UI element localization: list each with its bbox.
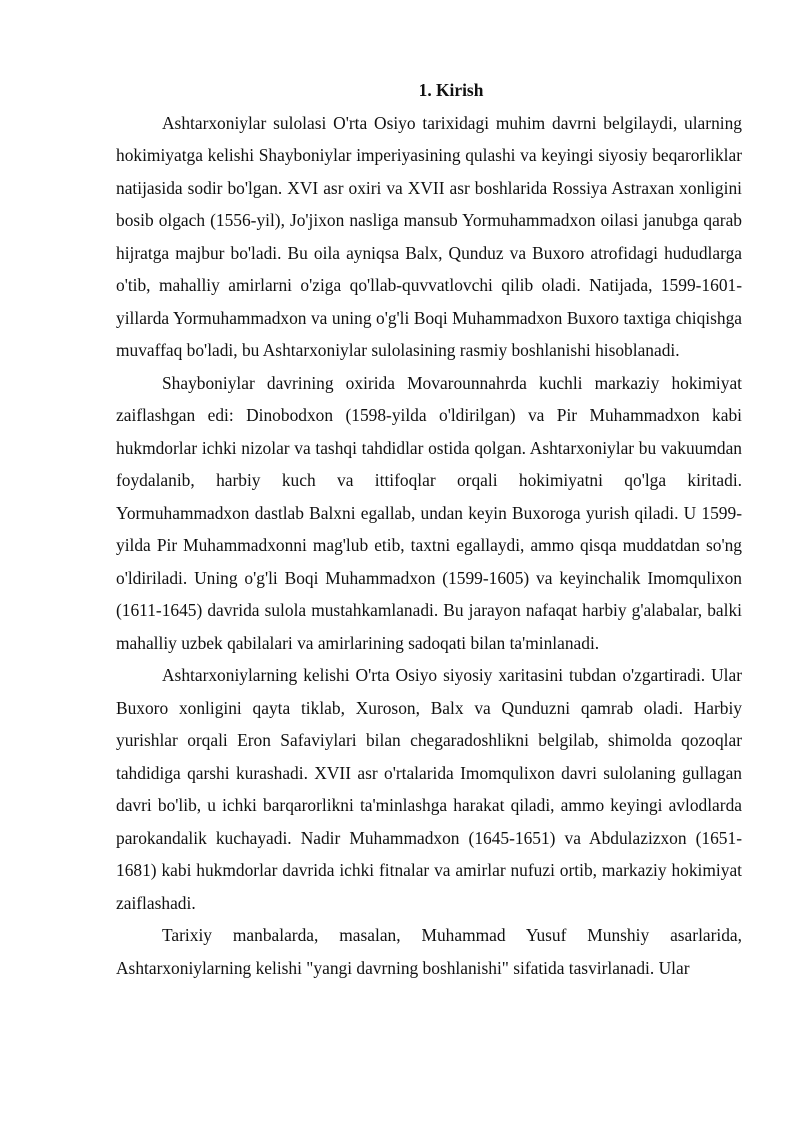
document-page: [116, 74, 742, 984]
paragraph-3: Ashtarxoniylarning kelishi O'rta Osiyo siyosiy xaritasini tubdan o'zgartiradi. Ular Buxoro xonligini qayta tiklab, Xuroson, Balx va Qunduzni qamrab oladi. Harbiy yurishlar orqali Eron Safaviylari bilan chegaradoshlikni belgilab, shimolda qozoqlar tahdidiga qarshi kurashadi. XVII asr o'rtalarida Imomqulixon davri sulolaning gullagan davri bo'lib, u ichki barqarorlikni ta'minlashga harakat qiladi, ammo keyingi avlodlarda parokandalik kuchayadi. Nadir Muhammadxon (1645-1651) va Abdulazizxon (1651-1681) kabi hukmdorlar davrida ichki fitnalar va amirlar nufuzi ortib, markaziy hokimiyat zaiflashadi.: [116, 665, 742, 913]
paragraph-4: Tarixiy manbalarda, masalan, Muhammad Yusuf Munshiy asarlarida, Ashtarxoniylarning kelishi "yangi davrning boshlanishi" sifatida tasvirlanadi. Ular: [116, 925, 742, 978]
paragraph-1: Ashtarxoniylar sulolasi O'rta Osiyo tarixidagi muhim davrni belgilaydi, ularning hokimiyatga kelishi Shayboniylar imperiyasining qulashi va keyingi siyosiy beqarorliklar natijasida sodir bo'lgan. XVI asr oxiri va XVII asr boshlarida Rossiya Astraxan xonligini bosib olgach (1556-yil), Jo'jixon nasliga mansub Yormuhammadxon oilasi janubga qarab hijratga majbur bo'ladi. Bu oila ayniqsa Balx, Qunduz va Buxoro atrofidagi hududlarga o'tib, mahalliy amirlarni o'ziga qo'llab-quvvatlovchi qilib oladi. Natijada, 1599-1601-yillarda Yormuhammadxon va uning o'g'li Boqi Muhammadxon Buxoro taxtiga chiqishga muvaffaq bo'ladi, bu Ashtarxoniylar sulolasining rasmiy boshlanishi hisoblanadi.: [116, 112, 742, 360]
paragraph-2: Shayboniylar davrining oxirida Movarounnahrda kuchli markaziy hokimiyat zaiflashgan edi: Dinobodxon (1598-yilda o'ldirilgan) va Pir Muhammadxon kabi hukmdorlar ichki nizolar va tashqi tahdidlar ostida qolgan. Ashtarxoniylar bu vakuumdan foydalanib, harbiy kuch va ittifoqlar orqali hokimiyatni qo'lga kiritadi. Yormuhammadxon dastlab Balxni egallab, undan keyin Buxoroga yurish qiladi. U 1599-yilda Pir Muhammadxonni mag'lub etib, taxtni egallaydi, ammo qisqa muddatdan so'ng o'ldiriladi. Uning o'g'li Boqi Muhammadxon (1599-1605) va keyinchalik Imomqulixon (1611-1645) davrida sulola mustahkamlanadi. Bu jarayon nafaqat harbiy g'alabalar, balki mahalliy uzbek qabilalari va amirlarining sadoqati bilan ta'minlanadi.: [116, 372, 742, 653]
section-heading: 1. Kirish: [418, 80, 484, 100]
